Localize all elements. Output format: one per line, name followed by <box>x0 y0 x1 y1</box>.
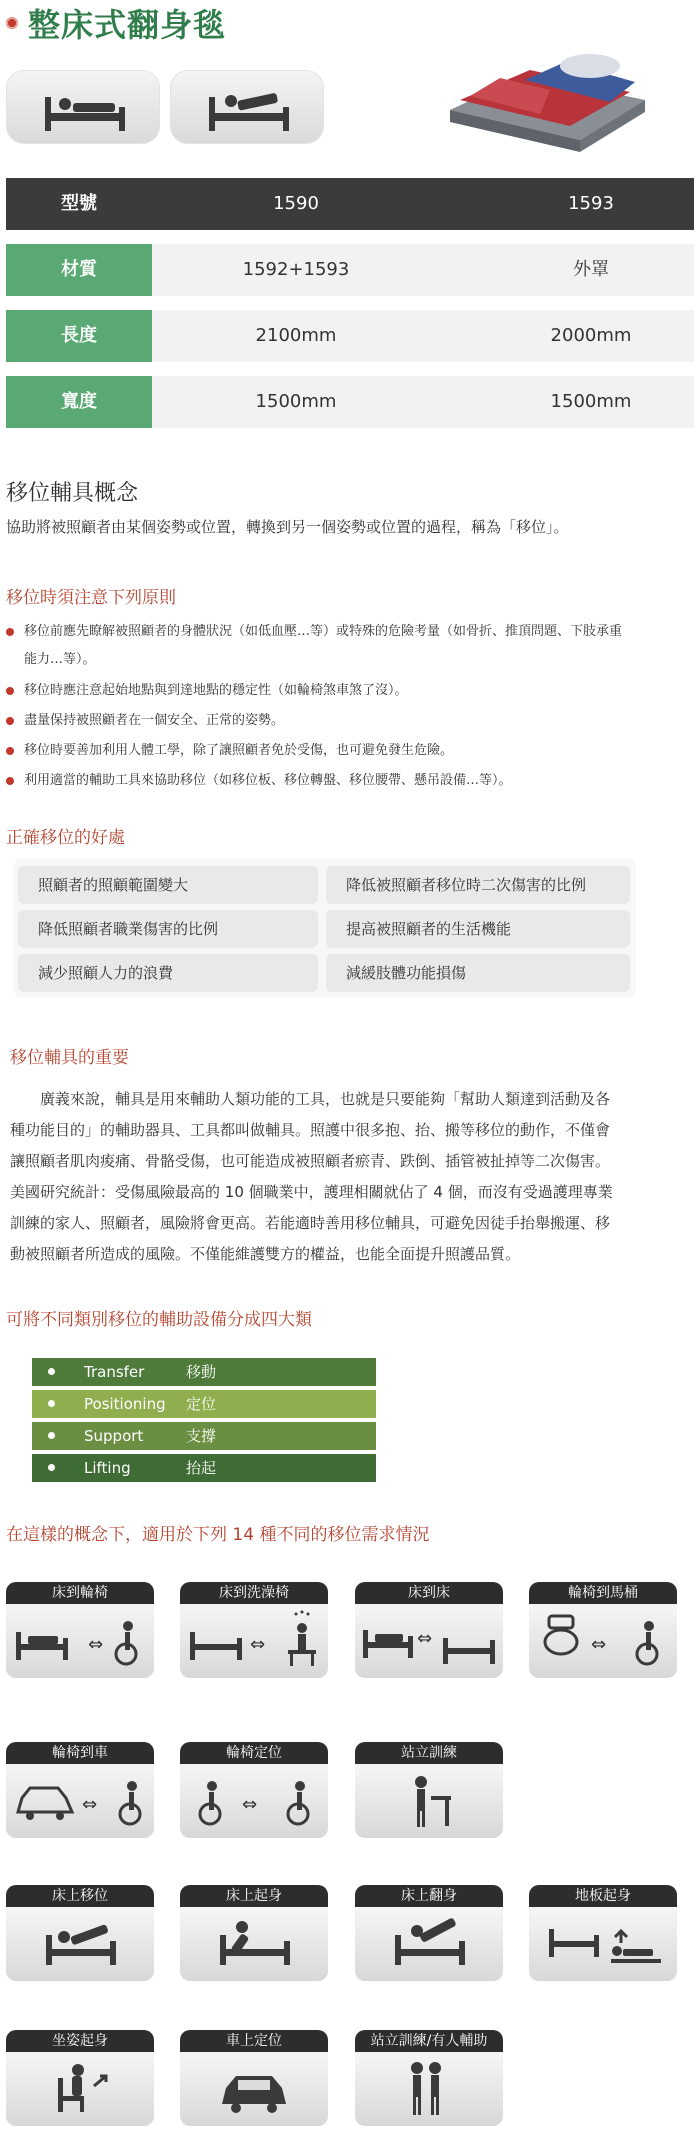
spec-row-material <box>6 244 694 296</box>
bullet-icon <box>48 1368 55 1375</box>
bed-turning-icon <box>171 71 323 143</box>
situation-bed-to-wheelchair[interactable]: 床到輪椅 ⇔ <box>6 1582 154 1678</box>
bed-to-wheelchair-icon <box>6 1582 154 1678</box>
spec-row-col1: 1592+1593 <box>242 259 350 280</box>
situations-heading: 在這樣的概念下，適用於下列 14 種不同的移位需求情況 <box>6 1525 430 1545</box>
spec-row-label: 材質 <box>6 244 152 296</box>
concept-text: 協助將被照顧者由某個姿勢或位置，轉換到另一個姿勢或位置的過程，稱為「移位」。 <box>6 518 569 536</box>
benefit-item: 照顧者的照顧範圍變大 <box>18 866 318 904</box>
svg-text:⇔: ⇔ <box>417 1628 433 1649</box>
floor-rise-icon <box>529 1885 677 1981</box>
bullet-icon <box>6 747 14 755</box>
wheelchair-to-toilet-icon <box>529 1582 677 1678</box>
spec-header-col2: 1593 <box>568 193 614 214</box>
benefit-item: 減少照顧人力的浪費 <box>18 954 318 992</box>
wheelchair-to-car-icon <box>6 1742 154 1838</box>
importance-paragraph: 廣義來說，輔具是用來輔助人類功能的工具，也就是只要能夠「幫助人類達到活動及各 種功能目的」的輔助器具、工具都叫做輔具。照護中很多抱、抬、搬等移位的動作，不僅會 讓照顧者肌肉痠痛、骨骼受傷，也可能造成被照顧者瘀青、跌倒、插管被扯掉等二次傷害。 美國研究統計：受傷風險最高的 10 個職業中，護理相關就佔了 4 個，而沒有受過護理專業 訓練的家人、照顧者，風險將會更高。若能適時善用移位輔具，可避免因徒手抬舉搬運、移 動被照顧者所造成的風險。不僅能維護雙方的權益，也能全面提升照護品質。 <box>10 1090 613 1263</box>
bullet-icon <box>6 777 14 785</box>
bullet-icon <box>48 1464 55 1471</box>
turn-over-in-bed-icon <box>355 1885 503 1981</box>
in-bed-transfer-icon <box>6 1885 154 1981</box>
title-bullet-icon <box>6 17 18 29</box>
principle-item: 移位時要善加利用人體工學，除了讓照顧者免於受傷，也可避免發生危險。 <box>6 741 453 761</box>
spec-row-width <box>6 376 694 428</box>
situation-wheelchair-to-toilet[interactable]: 輪椅到馬桶 ⇔ <box>529 1582 677 1678</box>
situation-sit-up-in-bed[interactable]: 床上起身 <box>180 1885 328 1981</box>
spec-row-col2: 外罩 <box>573 259 609 280</box>
product-photo-bed-blanket <box>430 30 660 160</box>
bed-to-bed-icon <box>355 1582 503 1678</box>
situation-bed-to-bed[interactable]: 床到床 ⇔ <box>355 1582 503 1678</box>
svg-text:⇔: ⇔ <box>591 1634 607 1655</box>
principle-item: 盡量保持被照顧者在一個安全、正常的姿勢。 <box>6 711 284 731</box>
spec-header-col1: 1590 <box>273 193 319 214</box>
svg-text:⇔: ⇔ <box>88 1634 104 1655</box>
situation-car-positioning[interactable]: 車上定位 <box>180 2030 328 2126</box>
thumbnail-turning[interactable] <box>170 70 324 144</box>
spec-row-label: 寬度 <box>6 376 152 428</box>
bullet-icon <box>48 1400 55 1407</box>
benefit-item: 降低被照顧者移位時二次傷害的比例 <box>326 866 630 904</box>
category-positioning: Positioning 定位 <box>32 1390 376 1418</box>
situation-turn-over-in-bed[interactable]: 床上翻身 <box>355 1885 503 1981</box>
spec-row-col2: 1500mm <box>550 391 632 412</box>
benefit-item: 降低照顧者職業傷害的比例 <box>18 910 318 948</box>
benefits-heading: 正確移位的好處 <box>6 828 125 848</box>
situation-assisted-standing[interactable]: 站立訓練/有人輔助 <box>355 2030 503 2126</box>
seated-rise-icon <box>6 2030 154 2126</box>
category-support: Support 支撐 <box>32 1422 376 1450</box>
benefit-item: 提高被照顧者的生活機能 <box>326 910 630 948</box>
svg-text:⇔: ⇔ <box>242 1794 258 1815</box>
situation-wheelchair-to-car[interactable]: 輪椅到車 ⇔ <box>6 1742 154 1838</box>
sit-up-in-bed-icon <box>180 1885 328 1981</box>
spec-row-col2: 2000mm <box>550 325 632 346</box>
category-lifting: Lifting 抬起 <box>32 1454 376 1482</box>
categories-heading: 可將不同類別移位的輔助設備分成四大類 <box>6 1310 312 1330</box>
bullet-icon <box>48 1432 55 1439</box>
bullet-icon <box>6 687 14 695</box>
principle-item: 利用適當的輔助工具來協助移位（如移位板、移位轉盤、移位腰帶、懸吊設備…等）。 <box>6 771 512 791</box>
spec-row-col1: 2100mm <box>255 325 337 346</box>
situation-wheelchair-positioning[interactable]: 輪椅定位 ⇔ <box>180 1742 328 1838</box>
importance-heading: 移位輔具的重要 <box>10 1048 129 1068</box>
bullet-icon <box>6 717 14 725</box>
bed-lying-icon <box>7 71 159 143</box>
spec-header-label: 型號 <box>61 193 97 214</box>
benefit-item: 減緩肢體功能損傷 <box>326 954 630 992</box>
situation-in-bed-transfer[interactable]: 床上移位 <box>6 1885 154 1981</box>
bullet-icon <box>6 628 14 636</box>
bed-to-shower-chair-icon <box>180 1582 328 1678</box>
page-title: 整床式翻身毯 <box>28 6 227 44</box>
svg-text:⇔: ⇔ <box>82 1794 98 1815</box>
car-positioning-icon <box>180 2030 328 2126</box>
concept-heading: 移位輔具概念 <box>6 481 139 506</box>
standing-training-icon <box>355 1742 503 1838</box>
thumbnail-lying-flat[interactable] <box>6 70 160 144</box>
spec-row-length <box>6 310 694 362</box>
assisted-standing-icon <box>355 2030 503 2126</box>
category-transfer: Transfer 移動 <box>32 1358 376 1386</box>
svg-text:⇔: ⇔ <box>250 1634 266 1655</box>
principle-item: 移位時應注意起始地點與到達地點的穩定性（如輪椅煞車煞了沒）。 <box>6 681 408 701</box>
situation-seated-rise[interactable]: 坐姿起身 <box>6 2030 154 2126</box>
principle-item-continued: 能力…等）。 <box>24 652 96 667</box>
spec-row-col1: 1500mm <box>255 391 337 412</box>
principles-heading: 移位時須注意下列原則 <box>6 588 176 608</box>
wheelchair-positioning-icon <box>180 1742 328 1838</box>
situation-bed-to-shower-chair[interactable]: 床到洗澡椅 ⇔ <box>180 1582 328 1678</box>
situation-floor-rise[interactable]: 地板起身 <box>529 1885 677 1981</box>
situation-standing-training[interactable]: 站立訓練 <box>355 1742 503 1838</box>
spec-table-header <box>6 178 694 230</box>
principle-item: 移位前應先瞭解被照顧者的身體狀況（如低血壓…等）或特殊的危險考量（如骨折、推頂問題、下肢承重 <box>6 622 622 642</box>
spec-row-label: 長度 <box>6 310 152 362</box>
